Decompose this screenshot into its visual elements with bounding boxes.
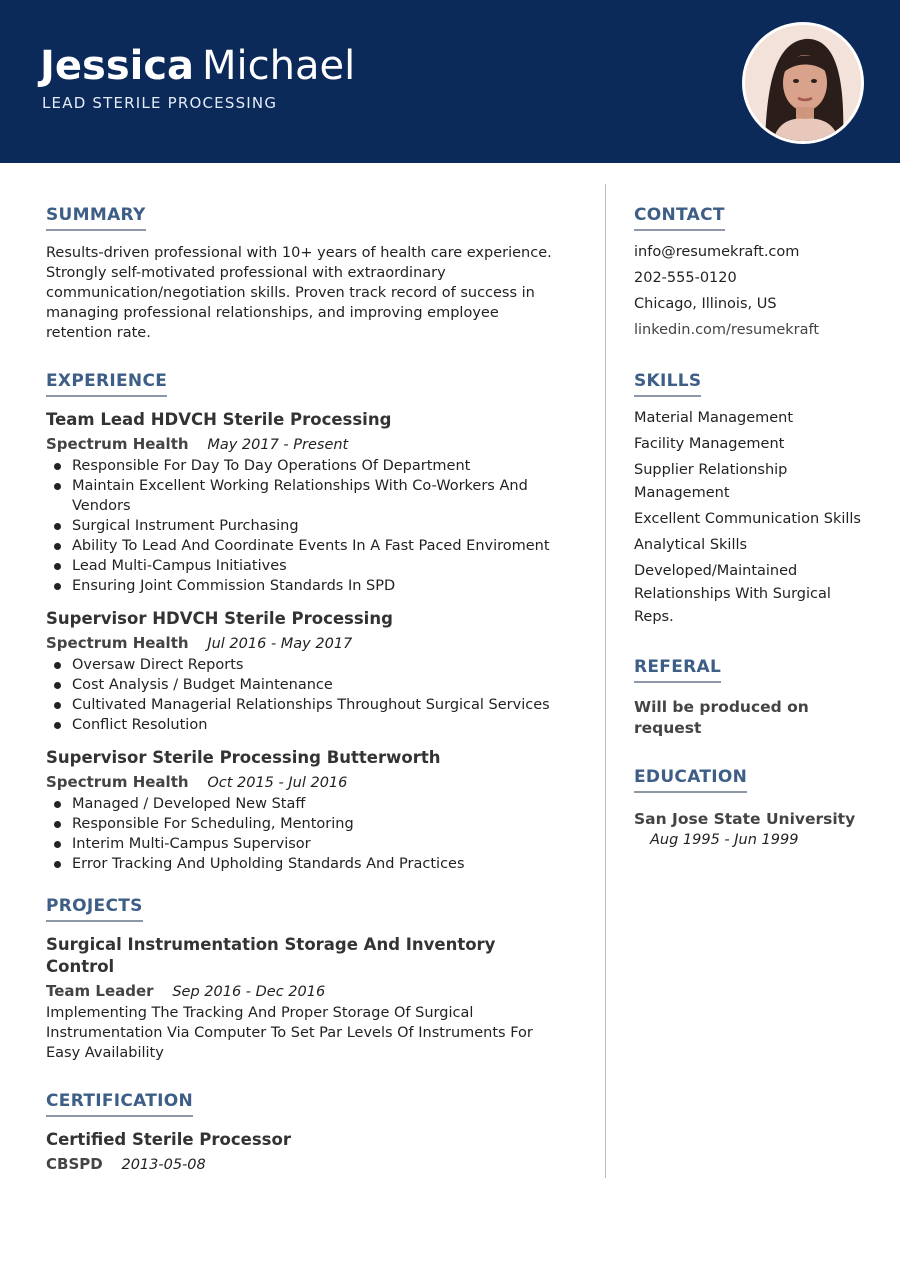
duty-item: Ability To Lead And Coordinate Events In A Fast Paced Enviroment [72, 536, 566, 556]
duty-item: Oversaw Direct Reports [72, 655, 566, 675]
candidate-name [40, 40, 355, 92]
job-role: LEAD STERILE PROCESSING [42, 94, 278, 112]
job-title: Supervisor HDVCH Sterile Processing [46, 609, 393, 628]
job-title: Supervisor Sterile Processing Butterworth [46, 748, 441, 767]
certification-date: 2013-05-08 [121, 1157, 206, 1173]
first-name: Jessica [40, 43, 195, 89]
skill-item: Material Management [634, 410, 794, 426]
job-employer: Spectrum Health [46, 435, 189, 453]
project-description: Implementing The Tracking And Proper Storage Of Surgical Instrumentation Via Computer To Set Par Levels Of Instruments For Easy Availability [46, 1005, 533, 1061]
job-entry [46, 608, 566, 735]
skill-item: Analytical Skills [634, 537, 748, 553]
duty-item: Surgical Instrument Purchasing [72, 516, 566, 536]
job-duties [46, 794, 566, 874]
sidebar-column [634, 205, 874, 879]
section-title-certification: CERTIFICATION [46, 1091, 193, 1117]
job-duties [46, 655, 566, 735]
profile-photo [742, 22, 864, 144]
duty-item: Error Tracking And Upholding Standards And Practices [72, 854, 566, 874]
projects-section [46, 896, 566, 1063]
referal-text: Will be produced on request [634, 698, 809, 737]
job-entry [46, 409, 566, 596]
job-duties [46, 456, 566, 596]
duty-item: Responsible For Scheduling, Mentoring [72, 814, 566, 834]
certification-issuer: CBSPD [46, 1155, 103, 1173]
section-title-experience: EXPERIENCE [46, 371, 167, 397]
job-entry [46, 747, 566, 874]
contact-list [634, 239, 874, 343]
job-dates: Oct 2015 - Jul 2016 [207, 775, 348, 791]
duty-item: Conflict Resolution [72, 715, 566, 735]
section-title-skills: SKILLS [634, 371, 701, 397]
duty-item: Responsible For Day To Day Operations Of Department [72, 456, 566, 476]
project-title: Surgical Instrumentation Storage And Inventory Control [46, 935, 496, 976]
section-title-summary: SUMMARY [46, 205, 146, 231]
skill-item: Developed/Maintained Relationships With Surgical Reps. [634, 563, 831, 625]
skills-section [634, 371, 874, 629]
project-role: Team Leader [46, 982, 154, 1000]
job-meta [46, 771, 566, 794]
duty-item: Managed / Developed New Staff [72, 794, 566, 814]
project-dates: Sep 2016 - Dec 2016 [172, 984, 326, 1000]
project-entry [46, 934, 566, 1063]
job-dates: May 2017 - Present [207, 437, 349, 453]
certification-title: Certified Sterile Processor [46, 1130, 291, 1149]
column-divider [605, 184, 606, 1178]
job-dates: Jul 2016 - May 2017 [207, 636, 353, 652]
last-name: Michael [202, 43, 356, 89]
skill-item: Supplier Relationship Management [634, 462, 788, 501]
duty-item: Cost Analysis / Budget Maintenance [72, 675, 566, 695]
duty-item: Interim Multi-Campus Supervisor [72, 834, 566, 854]
main-column [46, 205, 566, 1204]
job-title: Team Lead HDVCH Sterile Processing [46, 410, 392, 429]
portrait-illustration-icon [745, 25, 861, 141]
summary-section [46, 205, 566, 343]
contact-location: Chicago, Illinois, US [634, 296, 777, 312]
duty-item: Cultivated Managerial Relationships Throughout Surgical Services [72, 695, 566, 715]
contact-section [634, 205, 874, 343]
skills-list [634, 407, 874, 629]
skill-item: Excellent Communication Skills [634, 511, 861, 527]
section-title-contact: CONTACT [634, 205, 725, 231]
duty-item: Maintain Excellent Working Relationships With Co-Workers And Vendors [72, 476, 566, 516]
education-school: San Jose State University [634, 810, 856, 828]
project-meta [46, 980, 566, 1003]
certification-section [46, 1091, 566, 1176]
education-dates: Aug 1995 - Jun 1999 [650, 832, 799, 848]
job-employer: Spectrum Health [46, 773, 189, 791]
experience-section [46, 371, 566, 874]
header-banner [0, 0, 900, 163]
summary-text: Results-driven professional with 10+ years of health care experience. Strongly self-motivated professional with extraordinary communication/negotiation skills. Proven track record of success in managing professional relationships, and improving employee retention rate. [46, 245, 552, 341]
contact-linkedin[interactable]: linkedin.com/resumekraft [634, 322, 820, 338]
contact-email[interactable]: info@resumekraft.com [634, 244, 800, 260]
job-meta [46, 433, 566, 456]
duty-item: Ensuring Joint Commission Standards In SPD [72, 576, 566, 596]
education-section [634, 767, 874, 851]
duty-item: Lead Multi-Campus Initiatives [72, 556, 566, 576]
skill-item: Facility Management [634, 436, 785, 452]
job-meta [46, 632, 566, 655]
section-title-projects: PROJECTS [46, 896, 143, 922]
certification-meta [46, 1153, 566, 1176]
section-title-education: EDUCATION [634, 767, 747, 793]
section-title-referal: REFERAL [634, 657, 721, 683]
referal-section [634, 657, 874, 739]
certification-entry [46, 1129, 566, 1176]
job-employer: Spectrum Health [46, 634, 189, 652]
contact-phone[interactable]: 202-555-0120 [634, 270, 737, 286]
